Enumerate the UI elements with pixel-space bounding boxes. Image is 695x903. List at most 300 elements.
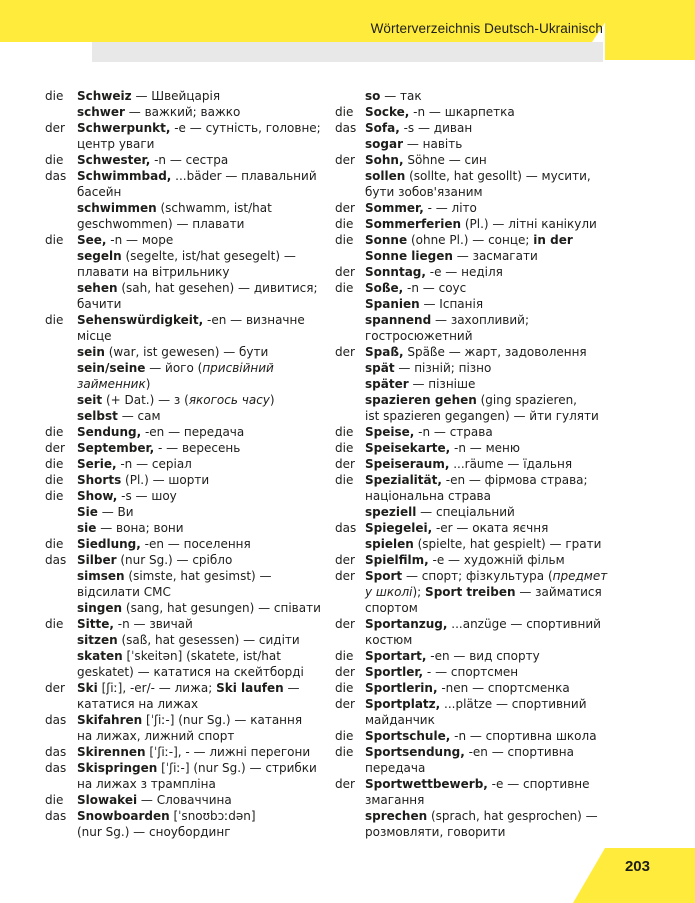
dictionary-entry [335,296,605,312]
entry-line [365,392,605,408]
entry-article: die [335,425,354,439]
entry-line [77,472,315,488]
entry-line [77,616,315,632]
definition-text: на лижах з трампліна [77,777,216,791]
definition-text: — навіть [403,137,463,151]
definition-text: (sollte, hat gesollt) — мусити, [405,169,591,183]
page-number-background [573,848,695,903]
entry-line [365,232,605,248]
dictionary-entry [45,456,315,472]
entry-line [77,776,317,792]
dictionary-entry [45,280,318,312]
entry-line [77,376,315,392]
entry-body [365,616,605,648]
dictionary-entry [45,760,315,792]
dictionary-entry [335,152,605,168]
definition-text: -s — шоу [117,489,177,503]
dictionary-entry [45,536,315,552]
entry-line [365,504,605,520]
definition-text: (segelte, ist/hat gesegelt) — [121,249,296,263]
entry-article: der [335,617,355,631]
entry-body [77,536,315,552]
entry-article: die [335,681,354,695]
entry-line [365,568,607,584]
headword: spazieren gehen [365,393,477,407]
headword: Serie, [77,457,117,471]
entry-line [365,776,605,792]
entry-line [77,600,321,616]
definition-text: (spielte, hat gespielt) — грати [413,537,602,551]
definition-text: -en — фірмова страва; [441,473,588,487]
entry-line [77,488,315,504]
entry-body [77,360,315,392]
headword: Sportplatz, [365,697,441,711]
headword: Shorts [77,473,122,487]
headword: Speiseraum, [365,457,450,471]
entry-body [365,776,605,808]
entry-line [365,536,605,552]
entry-line [77,760,317,776]
entry-article: der [45,681,65,695]
entry-line [365,344,605,360]
entry-line [365,488,605,504]
entry-body [365,744,605,776]
definition-text: -en — вид спорту [426,649,540,663]
entry-article: die [335,105,354,119]
entry-article: der [335,569,355,583]
entry-body [365,456,605,472]
entry-body [365,504,605,520]
definition-text: ); [412,585,426,599]
definition-text: geschwommen) — плавати [77,217,245,231]
entry-line [365,408,605,424]
entry-article: die [45,473,64,487]
entry-line [365,360,605,376]
entry-body [77,248,315,280]
entry-line [365,136,605,152]
entry-body [77,232,315,248]
entry-article: das [45,713,67,727]
entry-line [77,312,315,328]
dictionary-entry [45,744,315,760]
dictionary-entry [45,168,315,200]
headword: Ski [77,681,98,695]
definition-text: -e — сутність, головне; [170,121,321,135]
page-number-shape [573,848,695,903]
headword: singen [77,601,123,615]
entry-line [77,584,315,600]
entry-article [335,536,365,552]
entry-body [77,760,317,792]
entry-line [77,808,315,824]
headword: sie [77,521,97,535]
dictionary-entry [45,680,315,712]
entry-line [77,440,315,456]
entry-article [335,136,365,152]
dictionary-entry [45,552,315,568]
definition-text: (ohne Pl.) — сонце; [407,233,534,247]
dictionary-entry [45,360,315,392]
entry-article: der [335,153,355,167]
headword: sitzen [77,633,118,647]
headword: schwer [77,105,125,119]
headword: schwimmen [77,201,157,215]
headword: selbst [77,409,118,423]
headword: Sportschule, [365,729,451,743]
definition-text: (Pl.) — шорти [121,473,210,487]
definition-text: національна страва [365,489,491,503]
header-tab [605,0,695,60]
definition-text: бути зобов'язаним [365,185,483,199]
entry-line [365,328,605,344]
entry-body [365,648,605,664]
entry-body [365,552,605,568]
entry-body [77,520,315,536]
entry-body [365,296,605,312]
headword: Skifahren [77,713,143,727]
entry-body [365,808,605,840]
dictionary-entry [335,168,605,200]
entry-article: die [335,217,354,231]
dictionary-entry [335,568,608,616]
entry-line [77,824,315,840]
dictionary-entry [335,344,605,360]
entry-article [335,312,365,344]
entry-line [77,248,315,264]
definition-text: -n — спортивна школа [450,729,597,743]
entry-body [365,520,605,536]
dictionary-entry [335,808,605,840]
dictionary-entry [335,456,605,472]
definition-text: на лижах, лижний спорт [77,729,235,743]
entry-line [365,120,605,136]
definition-text: (ging spazieren, [476,393,577,407]
entry-body [77,200,315,232]
dictionary-entry [45,232,315,248]
entry-body [77,568,315,600]
entry-article [45,200,77,232]
dictionary-entry [45,600,321,616]
entry-body [77,616,315,632]
dictionary-entry [335,680,605,696]
entry-line [77,744,315,760]
entry-line [77,568,315,584]
entry-body [365,360,605,376]
headword: Sohn, [365,153,404,167]
headword: Speisekarte, [365,441,451,455]
definition-text: ist spazieren gegangen) — йти гуляти [365,409,599,423]
entry-article [45,392,77,408]
entry-line [365,824,605,840]
definition-text: — так [380,89,422,103]
entry-article [45,344,77,360]
definition-text: — його ( [145,361,203,375]
entry-article: die [335,729,354,743]
entry-body [77,600,321,616]
entry-article: der [335,201,355,215]
headword: speziell [365,505,417,519]
headword: sehen [77,281,118,295]
definition-text: -e — неділя [425,265,503,279]
entry-line [365,792,605,808]
definition-text: Söhne — син [403,153,487,167]
entry-line [77,520,315,536]
entry-article [45,600,77,616]
entry-body [77,648,315,680]
entry-line [365,264,605,280]
definition-text: - — спортсмен [423,665,519,679]
dictionary-entry [335,616,605,648]
definition-text: - — вересень [154,441,241,455]
entry-line [365,456,605,472]
definition-text: [ˈʃiː-] (nur Sg.) — стрибки [157,761,317,775]
dictionary-entry [335,232,605,264]
header-gray-strip [92,42,603,62]
entry-body [77,504,315,520]
entry-line [365,648,605,664]
dictionary-entry [335,520,605,536]
entry-body [77,632,315,648]
dictionary-entry [45,424,315,440]
entry-line [365,216,605,232]
entry-article: das [335,521,357,535]
entry-line [365,472,605,488]
italic-note: якогось часу [188,393,270,407]
entry-line [77,264,315,280]
definition-text: (sprach, hat gesprochen) — [427,809,598,823]
dictionary-entry [335,120,605,136]
dictionary-entry [335,776,605,808]
definition-text: (sang, hat gesungen) — співати [122,601,321,615]
headword: später [365,377,409,391]
headword: simsen [77,569,125,583]
entry-line [365,168,605,184]
entry-line [77,648,315,664]
entry-line [77,392,315,408]
entry-article: die [335,473,354,487]
definition-text: -e — спортивне [487,777,590,791]
entry-article [335,808,365,840]
entry-line [365,744,605,760]
entry-line [365,632,605,648]
definition-text: ...anzüge — спортивний [447,617,601,631]
header-bar [0,0,695,42]
headword: Sommerferien [365,217,462,231]
entry-line [77,696,315,712]
dictionary-entry [335,392,605,424]
dictionary-entry [45,88,315,104]
entry-article [335,360,365,376]
entry-line [77,680,315,696]
dictionary-entry [45,648,315,680]
headword: Sportler, [365,665,424,679]
headword: sollen [365,169,406,183]
definition-text: -e — художній фільм [428,553,565,567]
definition-text: -n — море [106,233,174,247]
entry-line [77,632,315,648]
definition-text: — засмагати [452,249,538,263]
headword: Spanien [365,297,420,311]
entry-article: die [45,617,64,631]
entry-line [365,280,605,296]
definition-text: [ˈʃiː-] (nur Sg.) — катання [142,713,303,727]
entry-line [365,152,605,168]
entry-line [77,280,317,296]
page-number-badge [573,848,695,903]
entry-body [77,712,315,744]
entry-article: der [335,697,355,711]
definition-text: Späße — жарт, задоволення [403,345,587,359]
italic-note: займенник [77,377,146,391]
entry-line [365,296,605,312]
definition-text: — [283,681,300,695]
definition-text: -nen — спортсменка [437,681,570,695]
entry-line [365,696,605,712]
definition-text: — Швейцарія [131,89,221,103]
dictionary-entry [45,632,315,648]
entry-body [77,280,317,312]
entry-article: der [335,665,355,679]
headword: Schwester, [77,153,151,167]
entry-line [77,552,315,568]
entry-line [77,664,315,680]
entry-line [77,216,315,232]
headword: Spielfilm, [365,553,429,567]
definition-text: плавати на вітрильнику [77,265,230,279]
dictionary-entry [45,248,315,280]
headword: Sofa, [365,121,400,135]
definition-text: — захопливий; [431,313,530,327]
entry-line [77,408,315,424]
headword: Sonntag, [365,265,426,279]
headword: Spaß, [365,345,404,359]
dictionary-entry [45,344,315,360]
entry-article [45,408,77,424]
headword: sprechen [365,809,428,823]
headword: Sportanzug, [365,617,448,631]
headword: Sport [365,569,403,583]
entry-line [77,232,315,248]
headword: Sommer, [365,201,424,215]
headword: sein [77,345,105,359]
entry-article: der [45,121,65,135]
dictionary-entry [45,392,315,408]
entry-article: die [335,649,354,663]
entry-line [77,456,315,472]
definition-text: — сам [117,409,161,423]
definition-text: (Pl.) — літні канікули [461,217,597,231]
entry-article: die [45,425,64,439]
headword: Speise, [365,425,415,439]
dictionary-entry [45,104,315,120]
entry-body [365,120,605,136]
dictionary-entry [45,152,315,168]
entry-article: die [335,745,354,759]
entry-body [365,232,605,264]
entry-article [45,648,77,680]
definition-text: -s — диван [399,121,473,135]
definition-text: — займатися [515,585,602,599]
dictionary-entry [45,616,315,632]
entry-line [77,344,315,360]
definition-text: ) [145,377,151,391]
entry-line [365,808,605,824]
headword: Sportlerin, [365,681,438,695]
entry-article: die [335,441,354,455]
definition-text: -n — шкарпетка [409,105,515,119]
definition-text: — Іспанія [419,297,484,311]
definition-text: (saß, hat gesessen) — сидіти [117,633,300,647]
dictionary-entry [335,200,605,216]
entry-body [365,440,605,456]
entry-article: die [45,89,64,103]
headword: sein/seine [77,361,146,375]
dictionary-entry [45,808,315,840]
headword: so [365,89,381,103]
dictionary-entry [335,312,605,344]
entry-line [365,88,605,104]
definition-text: ) [269,393,275,407]
entry-body [77,456,315,472]
headword: Sehenswürdigkeit, [77,313,204,327]
entry-body [77,488,315,504]
headword: Silber [77,553,117,567]
definition-text: відсилати СМС [77,585,171,599]
entry-article: die [335,233,354,247]
definition-text: гостросюжетний [365,329,473,343]
entry-article [45,104,77,120]
definition-text: — спорт; фізкультура ( [402,569,553,583]
headword: spannend [365,313,432,327]
headword: Schwimmbad, [77,169,172,183]
entry-line [77,536,315,552]
headword: Soße, [365,281,404,295]
dictionary-entry [335,744,605,776]
entry-line [77,728,315,744]
definition-text: [ˈʃiː-], - — лижні перегони [145,745,311,759]
entry-line [77,200,315,216]
entry-article: der [45,441,65,455]
entry-body [365,568,607,616]
definition-text: -n — серіал [116,457,192,471]
entry-line [77,136,321,152]
dictionary-entry [335,536,605,552]
entry-line [365,200,605,216]
definition-text: - — літо [423,201,477,215]
entry-body [365,88,605,104]
entry-article [45,520,77,536]
entry-body [77,408,315,424]
definition-text: костюм [365,633,413,647]
entry-line [77,504,315,520]
definition-text: (+ Dat.) — з ( [102,393,189,407]
headword: Sportart, [365,649,427,663]
entry-line [77,120,321,136]
entry-body [77,792,315,808]
entry-body [365,728,605,744]
dictionary-entry [45,712,315,744]
entry-line [365,584,607,600]
entry-article: das [335,121,357,135]
entry-body [365,312,605,344]
entry-line [365,552,605,568]
entry-article [335,376,365,392]
entry-body [365,216,605,232]
dictionary-entry [45,792,315,808]
entry-body [365,696,605,728]
entry-line [77,712,315,728]
page-number: 203 [624,858,650,875]
